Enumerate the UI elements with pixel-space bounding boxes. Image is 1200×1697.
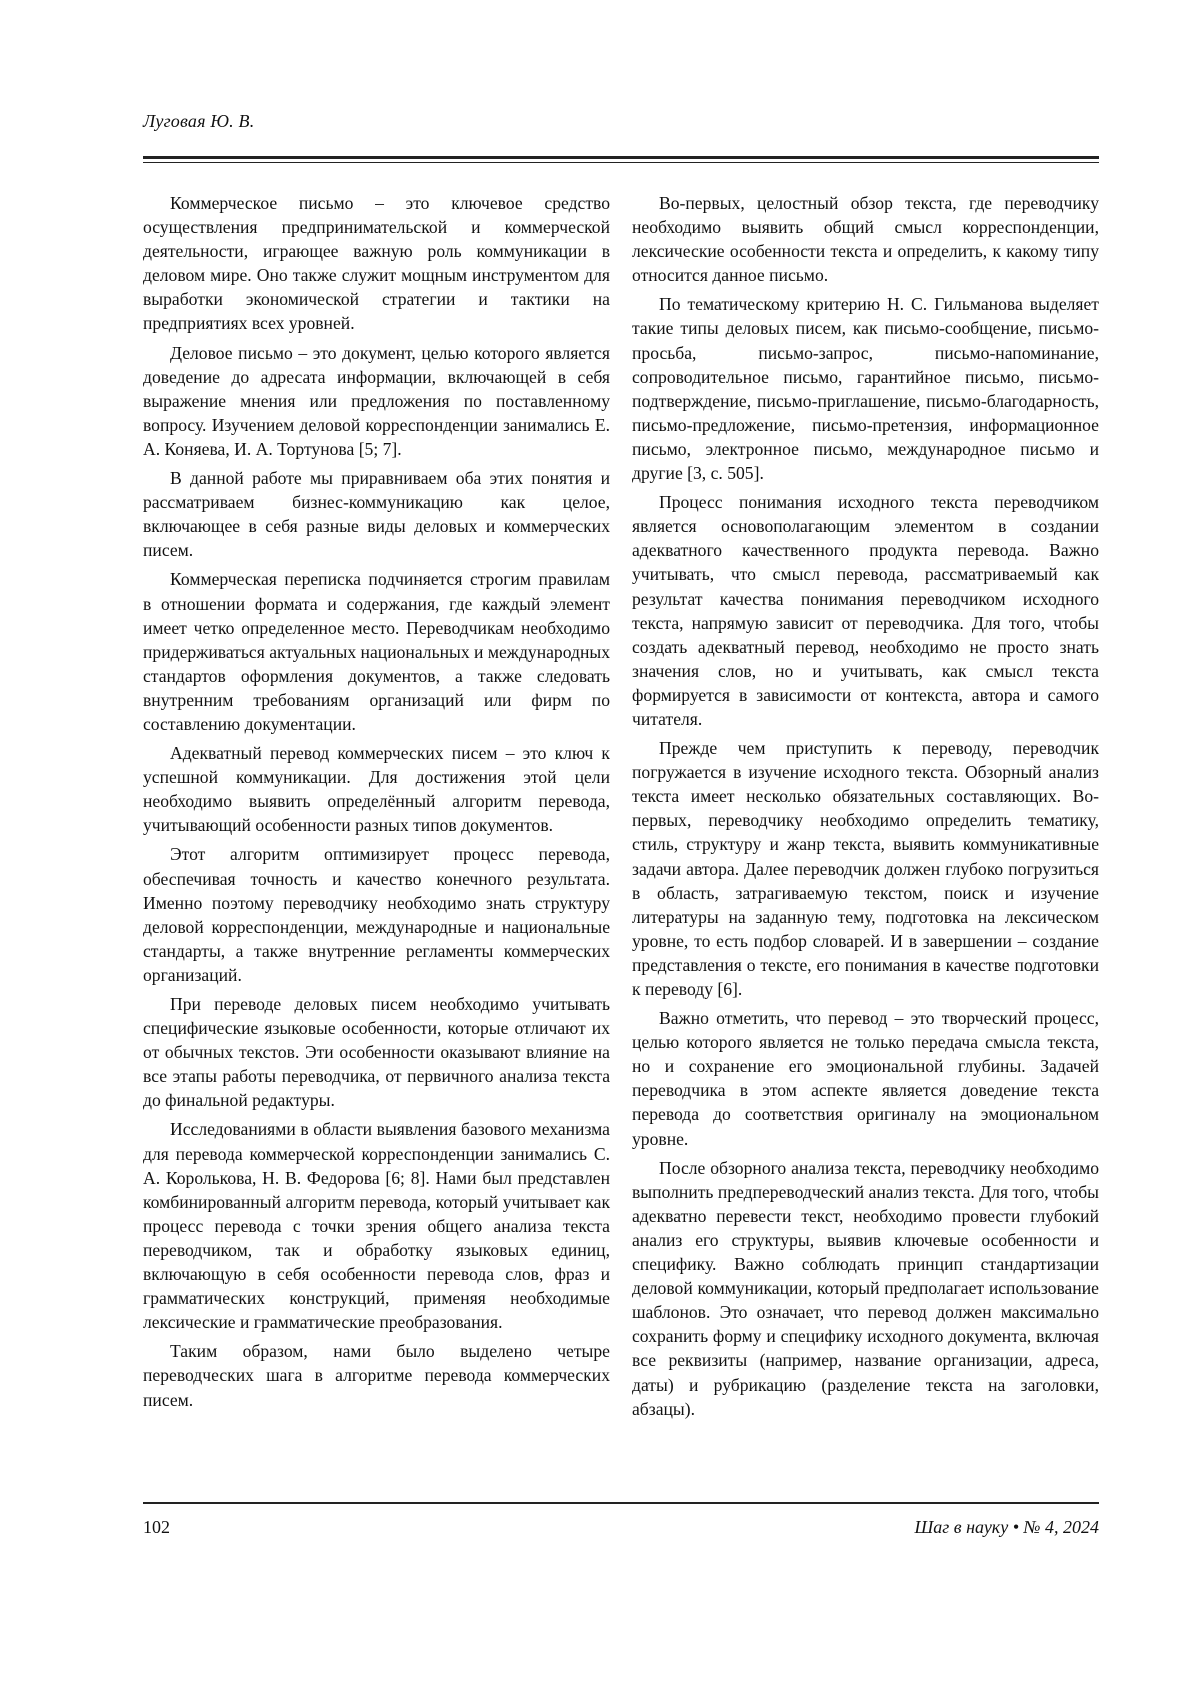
paragraph: После обзорного анализа текста, переводчику необходимо выполнить предпереводческий анализ текста. Для того, чтобы адекватно перевести текст, необходимо провести глубокий анализ его структуры, выявив ключевые особенности и специфику. Важно соблюдать принцип стандартизации деловой коммуникации, который предполагает использование шаблонов. Это означает, что перевод должен максимально сохранить форму и специфику исходного документа, включая все реквизиты (например, название организации, адреса, даты) и рубрикацию (разделение текста на заголовки, абзацы). — [632, 1157, 1099, 1419]
paragraph: Исследованиями в области выявления базового механизма для перевода коммерческой корреспонденции занимались С. А. Королькова, Н. В. Федорова [6; 8]. Нами был представлен комбинированный алгоритм перевода, который учитывает как процесс перевода с точки зрения общего анализа текста переводчиком, так и обработку языковых единиц, включающую в себя особенности перевода слов, фраз и грамматических конструкций, применяя необходимые лексические и грамматические преобразования. — [143, 1119, 610, 1333]
page-number: 102 — [143, 1517, 170, 1537]
paragraph: Таким образом, нами было выделено четыре переводческих шага в алгоритме перевода коммерческих писем. — [143, 1341, 610, 1410]
left-column — [143, 191, 610, 1417]
paragraph: Адекватный перевод коммерческих писем – это ключ к успешной коммуникации. Для достижения этой цели необходимо выявить определённый алгоритм перевода, учитывающий особенности разных типов документов. — [143, 743, 610, 836]
paragraph: Процесс понимания исходного текста переводчиком является основополагающим элементом в создании адекватного качественного продукта перевода. Важно учитывать, что смысл перевода, рассматриваемый как результат качества понимания переводчиком исходного текста, напрямую зависит от переводчика. Для того, чтобы создать адекватный перевод, необходимо не просто знать значения слов, но и учитывать, как смысл текста формируется в зависимости от контекста, автора и самого читателя. — [632, 492, 1099, 729]
paragraph: Во-первых, целостный обзор текста, где переводчику необходимо выявить общий смысл корреспонденции, лексические особенности текста и определить, к какому типу относится данное письмо. — [632, 193, 1099, 286]
running-head-author: Луговая Ю. В. — [143, 111, 255, 131]
footer-rule — [143, 1502, 1099, 1504]
paragraph: По тематическому критерию Н. С. Гильманова выделяет такие типы деловых писем, как письмо-сообщение, письмо-просьба, письмо-запрос, письмо-напоминание, сопроводительное письмо, гарантийное письмо, письмо-подтверждение, письмо-приглашение, письмо-благодарность, письмо-предложение, письмо-претензия, информационное письмо, электронное письмо, международное письмо и другие [3, с. 505]. — [632, 294, 1099, 484]
paragraph: В данной работе мы приравниваем оба этих понятия и рассматриваем бизнес-коммуникацию как целое, включающее в себя разные виды деловых и коммерческих писем. — [143, 468, 610, 561]
paragraph: Этот алгоритм оптимизирует процесс перевода, обеспечивая точность и качество конечного результата. Именно поэтому переводчику необходимо знать структуру деловой корреспонденции, международные и национальные стандарты, а также внутренние регламенты коммерческих организаций. — [143, 844, 610, 985]
paragraph: При переводе деловых писем необходимо учитывать специфические языковые особенности, которые отличают их от обычных текстов. Эти особенности оказывают влияние на все этапы работы переводчика, от первичного анализа текста до финальной редактуры. — [143, 994, 610, 1111]
paragraph: Важно отметить, что перевод – это творческий процесс, целью которого является не только передача смысла текста, но и сохранение его эмоциональной глубины. Задачей переводчика в этом аспекте является доведение текста перевода до соответствия оригиналу на эмоциональном уровне. — [632, 1008, 1099, 1149]
header-double-rule — [143, 156, 1099, 163]
paragraph: Прежде чем приступить к переводу, переводчик погружается в изучение исходного текста. Обзорный анализ текста имеет несколько обязательных составляющих. Во-первых, переводчику необходимо определить тематику, стиль, структуру и жанр текста, выявить коммуникативные задачи автора. Далее переводчик должен глубоко погрузиться в область, затрагиваемую текстом, поиск и изучение литературы на заданную тему, подготовка на лексическом уровне, то есть подбор словарей. И в завершении – создание представления о тексте, его понимания в качестве подготовки к переводу [6]. — [632, 738, 1099, 999]
paragraph: Коммерческое письмо – это ключевое средство осуществления предпринимательской и коммерческой деятельности, играющее важную роль коммуникации в деловом мире. Оно также служит мощным инструментом для выработки экономической стратегии и тактики на предприятиях всех уровней. — [143, 193, 610, 334]
journal-info: Шаг в науку • № 4, 2024 — [914, 1517, 1099, 1537]
right-column — [632, 191, 1099, 1426]
paragraph: Деловое письмо – это документ, целью которого является доведение до адресата информации, включающей в себя выражение мнения или предложения по поставленному вопросу. Изучением деловой корреспонденции занимались Е. А. Коняева, И. А. Тортунова [5; 7]. — [143, 342, 610, 459]
paragraph: Коммерческая переписка подчиняется строгим правилам в отношении формата и содержания, где каждый элемент имеет четко определенное место. Переводчикам необходимо придерживаться актуальных национальных и международных стандартов оформления документов, а также следовать внутренним требованиям организаций или фирм по составлению документации. — [143, 569, 610, 734]
